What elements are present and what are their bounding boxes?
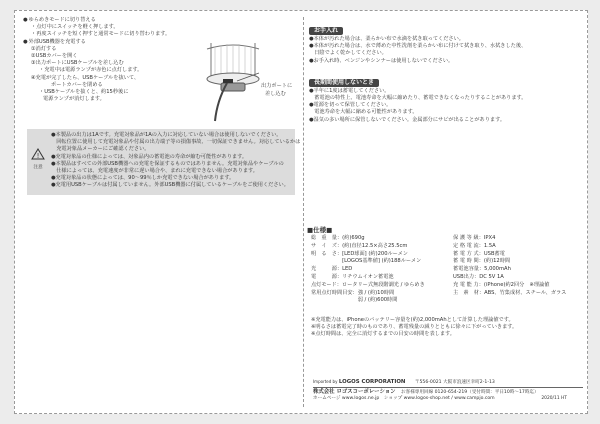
storage-line: ●半年に1度は蓄電してください。 xyxy=(309,87,390,94)
brand-logo: LOGOS CORPORATION xyxy=(338,379,406,385)
column-divider xyxy=(303,17,304,407)
flicker-mode-heading: ● ゆらめきモードに切り替える xyxy=(23,17,295,24)
usb-step-4-note: ・USBケーブルを抜くと、約15秒後に xyxy=(39,89,129,96)
usb-charge-heading: ● 外部USB機器を充電する xyxy=(23,39,295,46)
spec-column-left xyxy=(311,235,425,305)
usb-step-3: ③出力ポートにUSBケーブルを差し込む xyxy=(31,60,124,67)
caution-line: 仕様によっては、充電速度が非常に遅い場合や、まれに充電できない場合があります。 xyxy=(51,168,258,175)
care-heading: お手入れ xyxy=(309,27,343,35)
usb-step-4-note-cont: 電源ランプが消灯します。 xyxy=(43,96,105,103)
svg-text:!: ! xyxy=(36,152,40,160)
brand-prefix: Imported by xyxy=(313,379,338,384)
usb-step-4: ④充電が完了したら、USBケーブルを抜いて、 xyxy=(31,74,140,81)
caution-label: 注意 xyxy=(33,165,43,170)
spec-row: 点灯モード：ロータリー式無段階調光 / ゆらめき xyxy=(311,281,425,288)
spec-note: ※明るさは蓄電完了時のものであり、蓄電残量の減りとともに徐々に下がっていきます。 xyxy=(311,324,518,331)
spec-row: 弱 / (約)600時間 xyxy=(311,297,398,304)
address: 〒556-0021 大阪市浪速区幸町2-1-13 xyxy=(414,380,495,385)
spec-title: ■仕様■ xyxy=(307,226,333,234)
warning-icon xyxy=(31,145,45,170)
lantern-usb-illustration xyxy=(197,43,295,123)
caution-line: ●充電対象品の状態によっては、90～99％しか充電できない場合があります。 xyxy=(51,175,235,182)
usb-step-3-note: ・充電中は電源ランプが赤色に点灯します。 xyxy=(39,67,143,74)
storage-line: 電池寿命を大幅に縮める可能性があります。 xyxy=(309,109,418,116)
caution-line: ●本製品の出力は1Aです。充電対象品が1Aの入力に対応していない場合は使用しないでください。 xyxy=(51,132,282,138)
spec-row: 蓄電池容量：5,000mAh xyxy=(453,266,511,273)
spec-row: 充 電 能 力：(iPhone)約2回分 ※理論値 xyxy=(453,281,550,288)
caution-line: 回転位置に使用して充電対象品や付属の出力端子等の損傷事故、一切保証できません。対応しているかは xyxy=(51,139,301,146)
company-name: 株式会社 ロゴスコーポレーション xyxy=(313,389,396,395)
storage-line: 蓄電池の特性上、電池寿命を大幅に縮めたり、蓄電できなくなったりすることがあります。 xyxy=(309,95,527,102)
spec-notes xyxy=(311,317,517,339)
spec-row: 蓄 電 時 間：(約)12時間 xyxy=(453,258,511,265)
care-line: ●お手入れ時、ベンジンやシンナーは使用しないでください。 xyxy=(309,57,454,64)
web-links: ホームページ www.logos.ne.jp ショップ www.logos-shop.net / www.campjo.com xyxy=(313,396,495,401)
spec-row: USB出力：DC 5V 1A xyxy=(453,273,504,280)
spec-row: 電 源：リチウムイオン蓄電池 xyxy=(311,273,394,280)
caution-line: ●本製品はすべての外部USB機器への充電を保証するものではありません。充電対象品やケーブルの xyxy=(51,160,284,167)
spec-row: 定 格 電 流：1.5A xyxy=(453,242,496,249)
spec-column-right xyxy=(453,235,566,297)
spec-row: 蓄 電 方 式：USB蓄電 xyxy=(453,250,505,257)
spec-row: サ イ ズ：(約)直径12.5×高さ25.5cm xyxy=(311,242,408,249)
storage-line: ●湿気の多い場所に保管しないでください。金属部分にサビが出ることがあります。 xyxy=(309,116,506,123)
spec-row: 光 源：LED xyxy=(311,266,353,273)
usb-step-4-cont: ポートカバーを閉める xyxy=(51,81,103,88)
flicker-step-2: ・再度スイッチを短く押すと通常モードに切り替わります。 xyxy=(31,31,171,38)
usb-step-1: ①消灯する xyxy=(31,45,57,52)
spec-note: ※点灯時間は、完全に消灯するまでの目安の時間を表します。 xyxy=(311,331,455,338)
flicker-step-1: ・点灯中にスイッチを軽く押します。 xyxy=(31,24,119,31)
illust-label-2: 差し込む xyxy=(265,91,286,97)
illust-label-1: 出力ポートに xyxy=(261,83,293,89)
spec-row: 主 素 材：ABS、竹集成材、スチール、ガラス xyxy=(453,289,567,296)
storage-heading: 長期間使用しないとき xyxy=(309,79,379,87)
caution-box xyxy=(27,129,301,195)
usb-step-2: ②USBカバーを開く xyxy=(31,53,78,60)
spec-row: 明 る さ：[LED球面] (約)200ルーメン xyxy=(311,250,408,257)
spec-row: [LOGOS基準値] (約)188ルーメン xyxy=(311,258,422,265)
care-line: 日陰でよく乾かしてください。 xyxy=(309,50,387,57)
caution-line: 充電対象品メーカーにご確認ください。 xyxy=(51,146,150,153)
spec-row: 常用点灯時間目安：強 / (約)10時間 xyxy=(311,289,395,296)
spec-note: ※充電能力は、iPhoneのバッテリー容量を(約)2,000mAhとして計算した理論値です。 xyxy=(311,317,514,323)
phone: お客様専用回線 0120-654-219（受付時間：平日10時～17時迄） xyxy=(401,390,539,395)
manual-sheet xyxy=(14,10,588,414)
care-line: ●本体が汚れた場合は、水で薄めた中性洗剤を柔らかい布に付けて拭き取り、水拭きした後、 xyxy=(309,43,527,50)
print-date: 2020/11 HT xyxy=(541,396,567,401)
caution-line: ●充電対象品の仕様によっては、対象品内の蓄電池の寿命が縮む可能性があります。 xyxy=(51,153,248,160)
spec-row: 保 護 等 級：IPX4 xyxy=(453,235,496,241)
storage-line: ●電源を切って保管してください。 xyxy=(309,102,392,109)
spec-row: 総 重 量：(約)690g xyxy=(311,235,365,241)
caution-line: ●充電用USBケーブルは付属していません。外部USB機器に付属しているケーブルをご使用ください。 xyxy=(51,182,289,189)
care-line: ●本体が汚れた場合は、柔らかい布で水滴を拭き取ってください。 xyxy=(309,36,464,42)
right-column xyxy=(309,17,581,124)
